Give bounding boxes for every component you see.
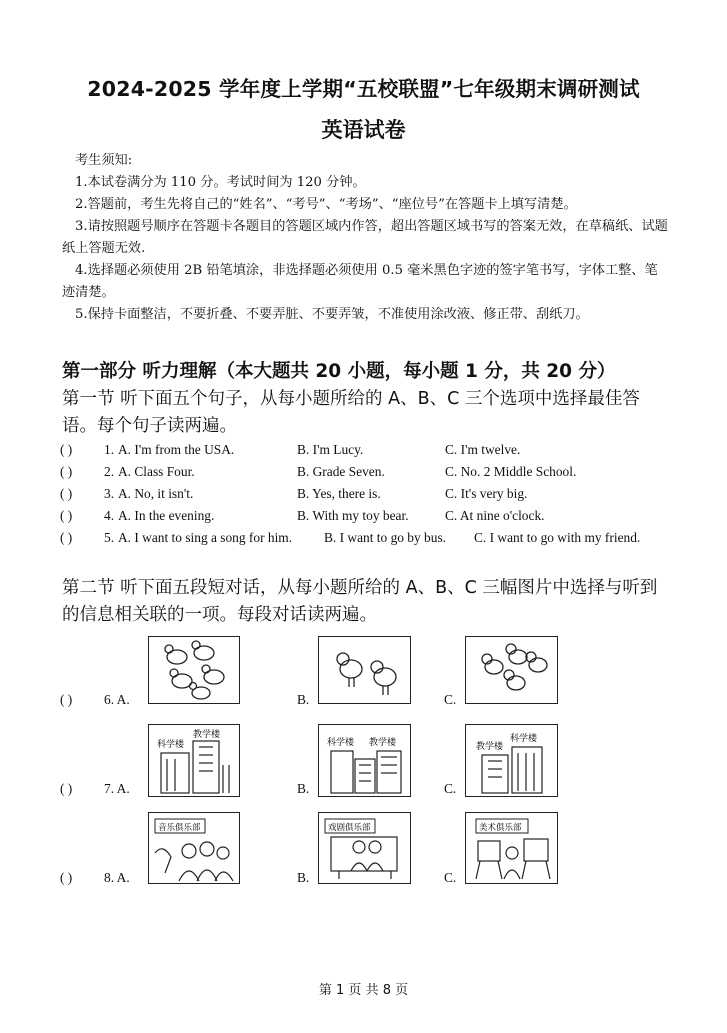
notice-item-5: 5.保持卡面整洁，不要折叠、不要弄脏、不要弄皱，不准使用涂改液、修正带、刮纸刀。 bbox=[75, 307, 589, 322]
chicks-icon bbox=[319, 637, 410, 703]
option-c: C. I want to go with my friend. bbox=[474, 530, 641, 545]
option-b: B. With my toy bear. bbox=[297, 508, 409, 523]
answer-bracket[interactable]: ( ) bbox=[60, 464, 73, 479]
exam-subtitle: 英语试卷 bbox=[321, 118, 406, 142]
q8-picture-a[interactable] bbox=[148, 812, 240, 884]
drama-club-icon bbox=[319, 813, 410, 883]
answer-bracket[interactable]: ( ) bbox=[60, 508, 73, 523]
q6-b-label: B. bbox=[297, 692, 310, 707]
option-b: B. I'm Lucy. bbox=[297, 442, 364, 457]
page-number: 第 1 页 共 8 页 bbox=[318, 983, 409, 998]
art-club-icon bbox=[466, 813, 557, 883]
sign-science-a: 科学楼 bbox=[157, 740, 185, 750]
question-number: 1. bbox=[104, 442, 115, 457]
exam-title: 2024-2025 学年度上学期“五校联盟”七年级期末调研测试 bbox=[87, 77, 640, 101]
q6-number: 6. A. bbox=[104, 692, 130, 707]
buildings-icon bbox=[466, 725, 557, 796]
question-number: 3. bbox=[104, 486, 115, 501]
q6-c-label: C. bbox=[444, 692, 457, 707]
answer-bracket[interactable]: ( ) bbox=[60, 486, 73, 501]
section1-instruction: 第一节 听下面五个句子，从每小题所给的 A、B、C 三个选项中选择最佳答语。每个句子读两遍。 bbox=[62, 389, 640, 436]
option-b: B. Grade Seven. bbox=[297, 464, 385, 479]
option-b: B. I want to go by bus. bbox=[324, 530, 446, 545]
option-a: A. No, it isn't. bbox=[118, 486, 194, 501]
q8-b-label: B. bbox=[297, 870, 310, 885]
q6-picture-a[interactable] bbox=[148, 636, 240, 704]
q7-picture-b[interactable] bbox=[318, 724, 411, 797]
notice-item-4: 4.选择题必须使用 2B 铅笔填涂，非选择题必须使用 0.5 毫米黑色字迹的签字笔书写，字体工整、笔迹清楚。 bbox=[62, 263, 658, 300]
notice-item-3: 3.请按照题号顺序在答题卡各题目的答题区域内作答，超出答题区域书写的答案无效，在草稿纸、试题纸上答题无效. bbox=[62, 219, 668, 256]
q7-picture-a[interactable] bbox=[148, 724, 240, 797]
answer-bracket[interactable]: ( ) bbox=[60, 530, 73, 545]
section2-instruction: 第二节 听下面五段短对话，从每小题所给的 A、B、C 三幅图片中选择与听到的信息相关联的一项。每段对话读两遍。 bbox=[62, 578, 658, 625]
sign-art-club: 美术俱乐部 bbox=[479, 823, 522, 833]
q7-c-label: C. bbox=[444, 781, 457, 796]
answer-bracket[interactable]: ( ) bbox=[60, 442, 73, 457]
chicks-group-icon bbox=[466, 637, 557, 703]
q8-picture-b[interactable] bbox=[318, 812, 411, 884]
option-c: C. At nine o'clock. bbox=[445, 508, 545, 523]
q8-bracket[interactable]: ( ) bbox=[60, 870, 73, 885]
option-a: A. I want to sing a song for him. bbox=[118, 530, 293, 545]
notice-item-1: 1.本试卷满分为 110 分。考试时间为 120 分钟。 bbox=[75, 175, 366, 190]
q7-picture-c[interactable] bbox=[465, 724, 558, 797]
q7-number: 7. A. bbox=[104, 781, 130, 796]
sign-science-c: 科学楼 bbox=[510, 734, 538, 744]
q6-bracket[interactable]: ( ) bbox=[60, 692, 73, 707]
sign-teaching-a: 教学楼 bbox=[193, 730, 221, 740]
q6-picture-c[interactable] bbox=[465, 636, 558, 704]
part1-heading: 第一部分 听力理解（本大题共 20 小题，每小题 1 分，共 20 分） bbox=[62, 361, 616, 382]
sign-science-b: 科学楼 bbox=[327, 738, 355, 748]
sign-teaching-b: 教学楼 bbox=[369, 738, 397, 748]
notice-heading: 考生须知: bbox=[75, 153, 133, 168]
q8-number: 8. A. bbox=[104, 870, 130, 885]
sign-drama-club: 戏剧俱乐部 bbox=[328, 823, 371, 833]
option-b: B. Yes, there is. bbox=[297, 486, 381, 501]
sign-teaching-c: 教学楼 bbox=[476, 742, 504, 752]
option-c: C. No. 2 Middle School. bbox=[445, 464, 577, 479]
question-number: 5. bbox=[104, 530, 115, 545]
question-number: 2. bbox=[104, 464, 115, 479]
buildings-icon bbox=[319, 725, 410, 796]
option-a: A. In the evening. bbox=[118, 508, 215, 523]
ducks-icon bbox=[149, 637, 239, 703]
q7-bracket[interactable]: ( ) bbox=[60, 781, 73, 796]
notice-item-2: 2.答题前，考生先将自己的“姓名”、“考号”、“考场”、“座位号”在答题卡上填写清楚。 bbox=[75, 197, 577, 212]
question-number: 4. bbox=[104, 508, 115, 523]
buildings-icon bbox=[149, 725, 239, 796]
sign-music-club: 音乐俱乐部 bbox=[158, 823, 201, 833]
option-a: A. I'm from the USA. bbox=[118, 442, 235, 457]
q7-b-label: B. bbox=[297, 781, 310, 796]
option-a: A. Class Four. bbox=[118, 464, 195, 479]
option-c: C. It's very big. bbox=[445, 486, 528, 501]
q8-picture-c[interactable] bbox=[465, 812, 558, 884]
option-c: C. I'm twelve. bbox=[445, 442, 521, 457]
music-club-icon bbox=[149, 813, 239, 883]
q8-c-label: C. bbox=[444, 870, 457, 885]
q6-picture-b[interactable] bbox=[318, 636, 411, 704]
